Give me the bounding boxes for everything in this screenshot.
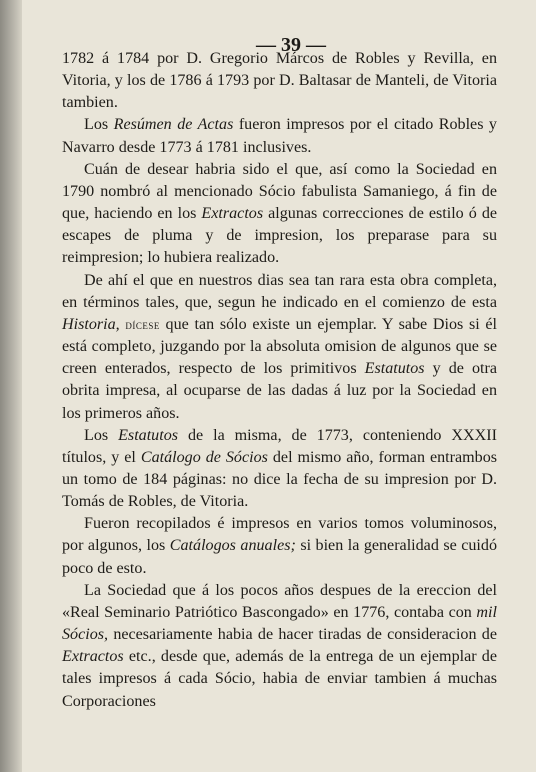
- text-segment: etc., desde que, además de la entrega de un ejemplar de tales impresos á cada Sócio, habia de enviar tambien á muchas Corporaciones: [62, 648, 497, 710]
- italic-text: Historia,: [62, 315, 120, 333]
- text-segment: Fueron recopilados é impresos en varios tomos voluminosos, por algunos, los: [62, 515, 497, 555]
- italic-text: Catálogos anuales;: [169, 537, 296, 555]
- italic-text: Extractos: [201, 205, 264, 223]
- text-segment: de la misma, de 1773, conteniendo XXXII títulos, y el: [62, 426, 498, 466]
- text-segment: del mismo año, forman entrambos un tomo de 184 páginas: no dice la fecha de su impresion por D. Tomás de Robles, de Vitoria.: [62, 448, 498, 511]
- italic-text: Extractos: [62, 648, 124, 666]
- italic-text: Catálogo de Sócios: [140, 448, 268, 466]
- text-segment: necesariamente habia de hacer tiradas de consideracion de: [108, 626, 497, 644]
- small-caps-text: dícese: [125, 316, 160, 332]
- text-segment: fueron impresos por el citado Robles y Navarro desde 1773 á 1781 inclusives.: [62, 116, 497, 156]
- paragraph: [62, 114, 497, 158]
- text-segment: 1782 á 1784 por D. Gregorio Márcos de Robles y Revilla, en Vitoria, y los de 1786 á 1793 por D. Baltasar de Manteli, de Vitoria tambien.: [62, 50, 497, 112]
- italic-text: mil Sócios,: [62, 603, 497, 644]
- italic-text: Resúmen de Actas: [113, 116, 234, 134]
- paragraph: [62, 159, 497, 270]
- book-page: [22, 0, 536, 772]
- text-segment: y de otra obrita impresa, al ocuparse de las dadas á luz por la Sociedad en los primeros años.: [62, 360, 497, 422]
- text-segment: Los: [84, 116, 114, 134]
- text-segment: que tan sólo existe un ejemplar. Y sabe Dios si él está completo, juzgando por la absoluta omision de algunos que se creen enterados, respecto de los primitivos: [62, 315, 497, 378]
- italic-text: Estatutos: [364, 360, 425, 378]
- text-segment: De ahí el que en nuestros dias sea tan rara esta obra completa, en términos tales, que, segun he indicado en el comienzo de esta: [62, 271, 497, 311]
- body-text: [62, 48, 497, 713]
- text-segment: algunas correcciones de estilo ó de escapes de pluma y de impresion, los preparase para su reimpresion; lo hubiera realizado.: [62, 205, 498, 267]
- paragraph: [62, 580, 497, 713]
- text-segment: si bien la generalidad se cuidó poco de esto.: [62, 537, 497, 577]
- text-segment: Cuán de desear habria sido el que, así como la Sociedad en 1790 nombró al mencionado Sócio fabulista Samaniego, á fin de que, haciendo en los: [62, 160, 497, 223]
- text-segment: Los: [84, 426, 119, 444]
- page-gutter-shadow: [0, 0, 22, 772]
- italic-text: Estatutos: [118, 426, 179, 444]
- paragraph: [62, 425, 497, 514]
- page-number: — 39 —: [256, 34, 326, 56]
- paragraph: [62, 48, 497, 114]
- text-segment: La Sociedad que á los pocos años despues de la ereccion del «Real Seminario Patriótico Bascongado» en 1776, contaba con: [62, 581, 497, 621]
- paragraph: [62, 513, 497, 579]
- paragraph: [62, 270, 497, 425]
